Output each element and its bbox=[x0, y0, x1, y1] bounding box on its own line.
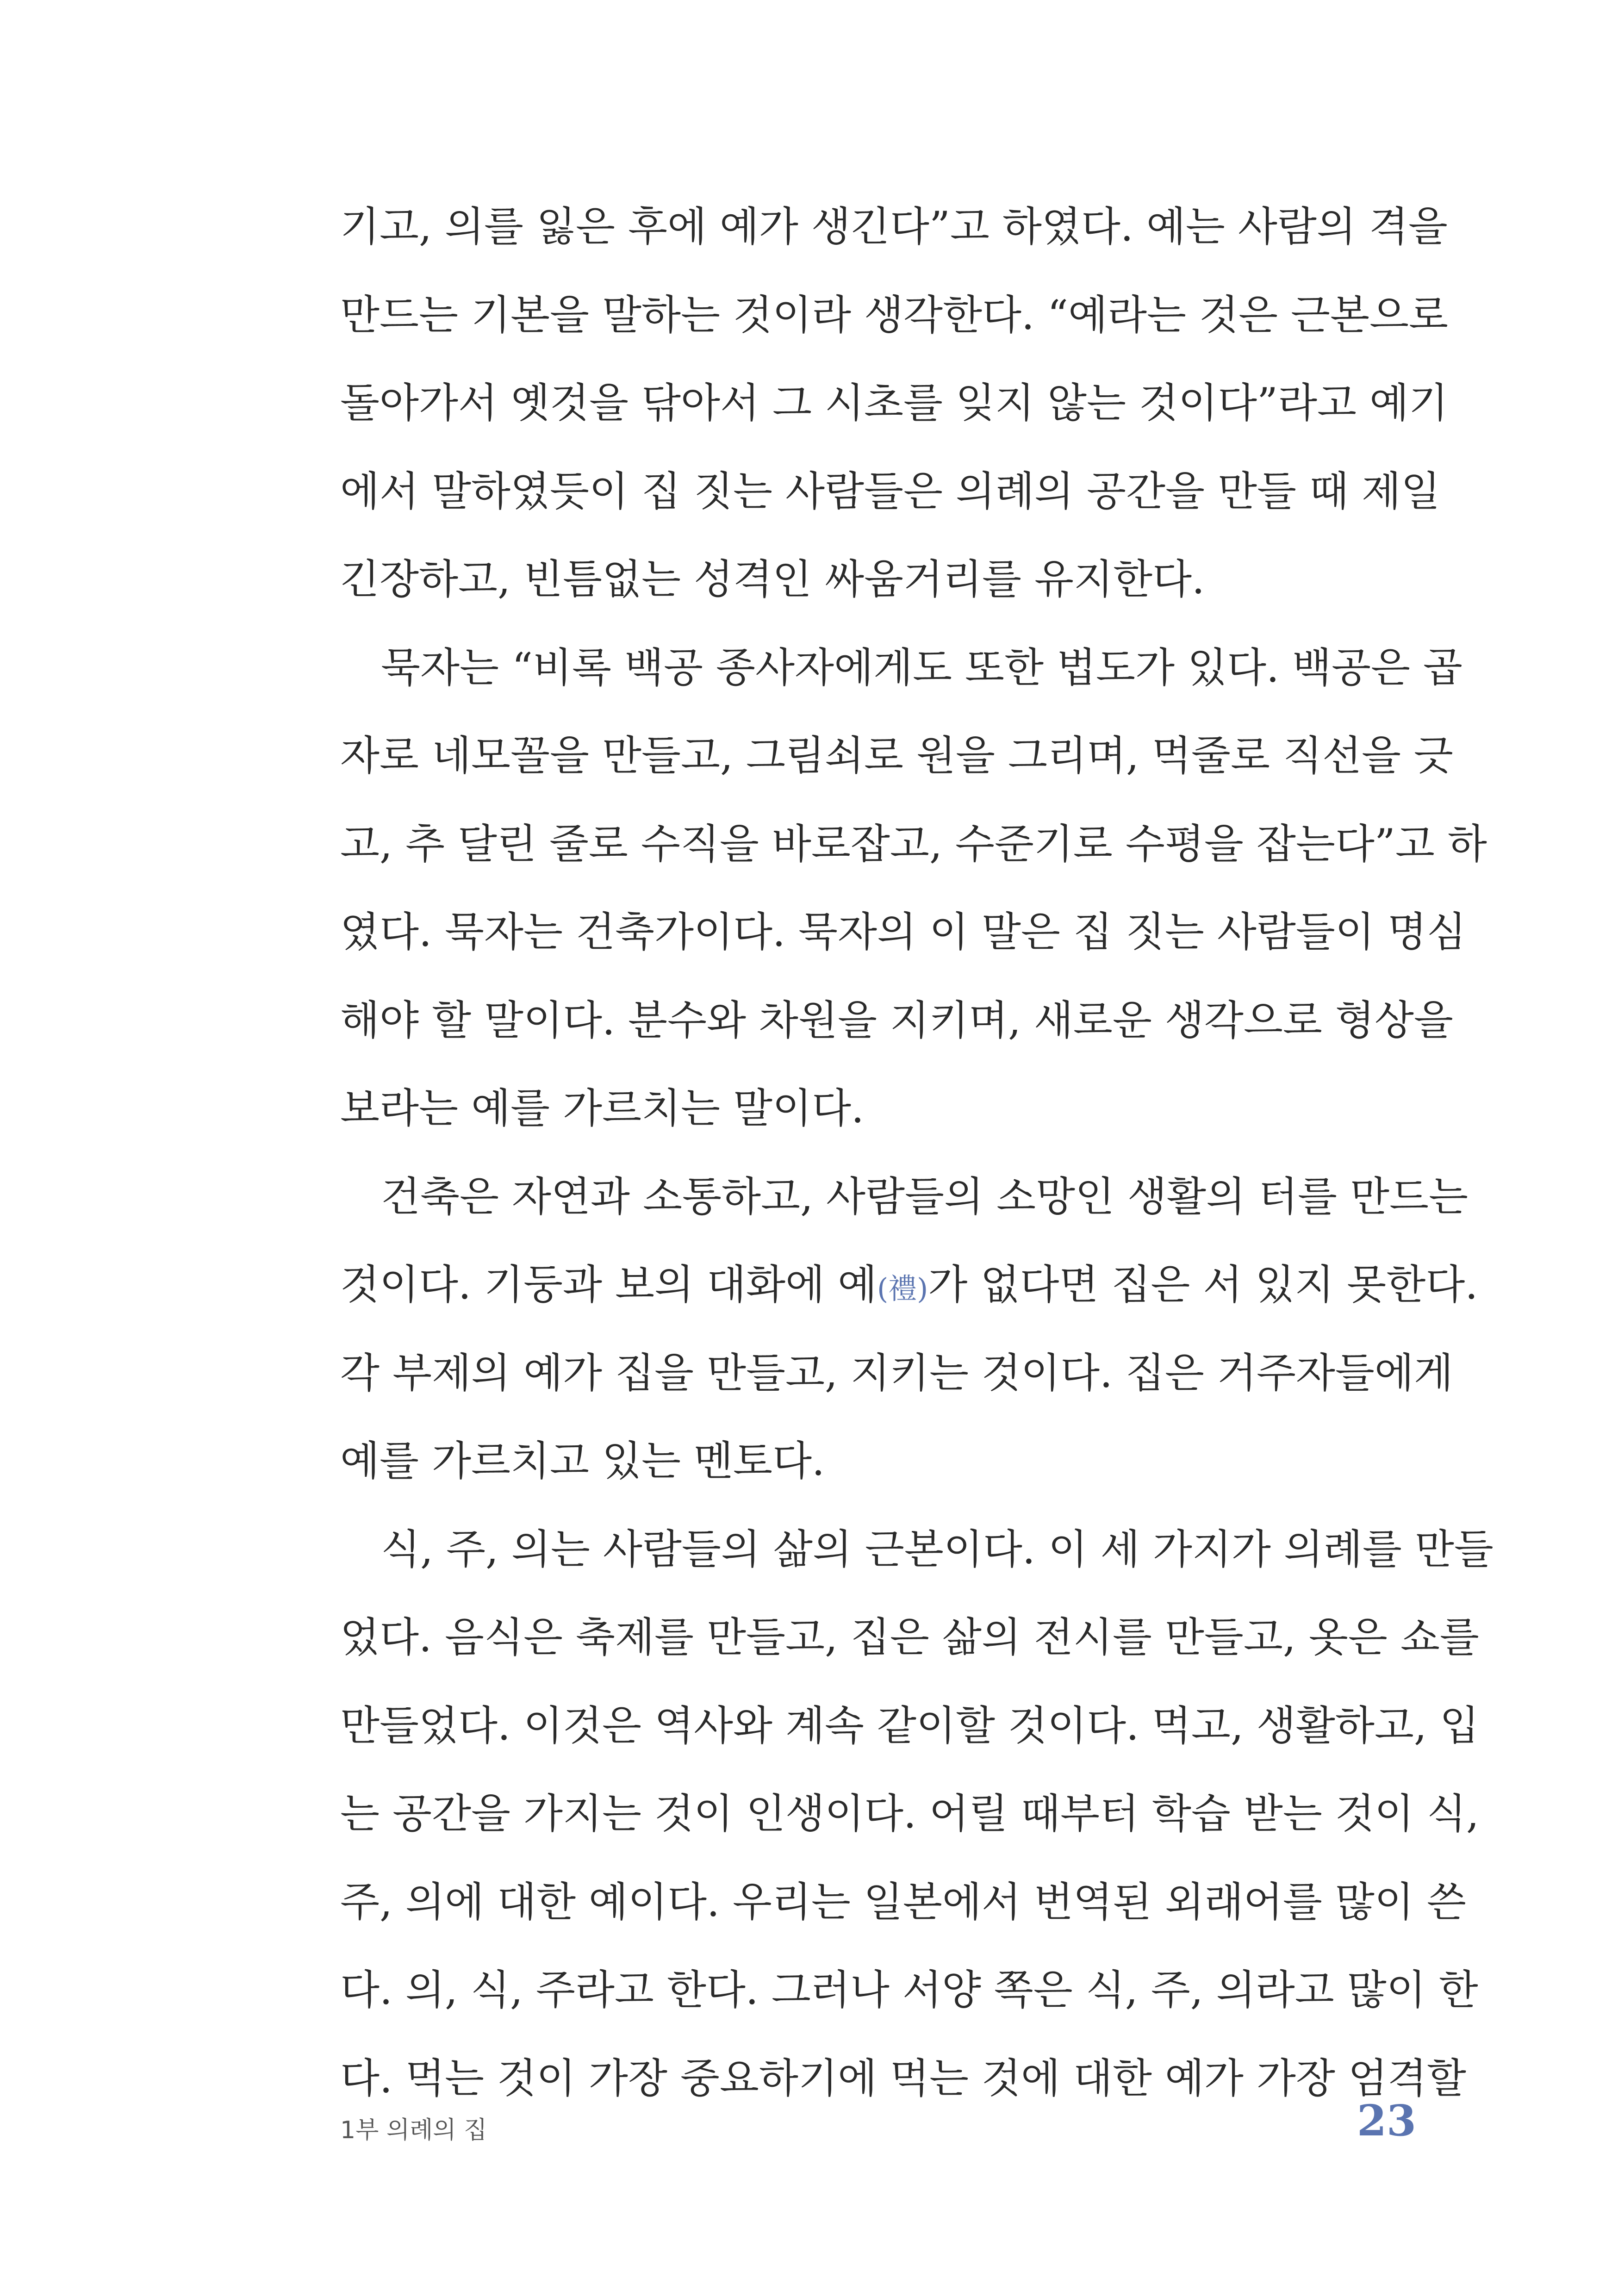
text-line: 다. 먹는 것이 가장 중요하기에 먹는 것에 대한 예가 가장 엄격할 bbox=[340, 2054, 1466, 2102]
text-line: 자로 네모꼴을 만들고, 그림쇠로 원을 그리며, 먹줄로 직선을 긋 bbox=[340, 732, 1453, 779]
text-line: 묵자는 “비록 백공 종사자에게도 또한 법도가 있다. 백공은 곱 bbox=[381, 643, 1462, 691]
text-line: 만드는 기본을 말하는 것이라 생각한다. “예라는 것은 근본으로 bbox=[340, 291, 1448, 339]
text-line: 예를 가르치고 있는 멘토다. bbox=[340, 1437, 825, 1485]
text-line: 긴장하고, 빈틈없는 성격인 싸움거리를 유지한다. bbox=[340, 555, 1205, 603]
text-line: 다. 의, 식, 주라고 한다. 그러나 서양 쪽은 식, 주, 의라고 많이 한 bbox=[340, 1966, 1478, 2014]
text-line: 식, 주, 의는 사람들의 삶의 근본이다. 이 세 가지가 의례를 만들 bbox=[381, 1525, 1494, 1573]
text-line: 기고, 의를 잃은 후에 예가 생긴다”고 하였다. 예는 사람의 격을 bbox=[340, 203, 1448, 250]
text-segment: 것이다. 기둥과 보의 대화에 예 bbox=[340, 1261, 877, 1308]
text-line-with-hanja bbox=[340, 1241, 1478, 1329]
text-segment: 가 없다면 집은 서 있지 못한다. bbox=[928, 1261, 1478, 1308]
text-line: 각 부제의 예가 집을 만들고, 지키는 것이다. 집은 거주자들에게 bbox=[340, 1349, 1453, 1397]
hanja-annotation: (禮) bbox=[877, 1272, 928, 1306]
page-number: 23 bbox=[1357, 2096, 1416, 2146]
text-line: 는 공간을 가지는 것이 인생이다. 어릴 때부터 학습 받는 것이 식, bbox=[340, 1790, 1479, 1837]
text-line: 었다. 음식은 축제를 만들고, 집은 삶의 전시를 만들고, 옷은 쇼를 bbox=[340, 1613, 1479, 1661]
text-line: 였다. 묵자는 건축가이다. 묵자의 이 말은 집 짓는 사람들이 명심 bbox=[340, 908, 1466, 956]
text-line: 에서 말하였듯이 집 짓는 사람들은 의례의 공간을 만들 때 제일 bbox=[340, 467, 1440, 515]
text-line: 주, 의에 대한 예이다. 우리는 일본에서 번역된 외래어를 많이 쓴 bbox=[340, 1878, 1466, 1926]
text-line: 만들었다. 이것은 역사와 계속 같이할 것이다. 먹고, 생활하고, 입 bbox=[340, 1701, 1479, 1749]
text-line: 건축은 자연과 소통하고, 사람들의 소망인 생활의 터를 만드는 bbox=[381, 1172, 1468, 1220]
text-line: 돌아가서 옛것을 닦아서 그 시초를 잊지 않는 것이다”라고 예기 bbox=[340, 379, 1448, 427]
text-line: 고, 추 달린 줄로 수직을 바로잡고, 수준기로 수평을 잡는다”고 하 bbox=[340, 820, 1487, 868]
running-footer-section: 1부 의례의 집 bbox=[340, 2116, 487, 2144]
text-line: 보라는 예를 가르치는 말이다. bbox=[340, 1084, 864, 1132]
text-line: 해야 할 말이다. 분수와 차원을 지키며, 새로운 생각으로 형상을 bbox=[340, 996, 1453, 1044]
body-text bbox=[340, 183, 1494, 2122]
